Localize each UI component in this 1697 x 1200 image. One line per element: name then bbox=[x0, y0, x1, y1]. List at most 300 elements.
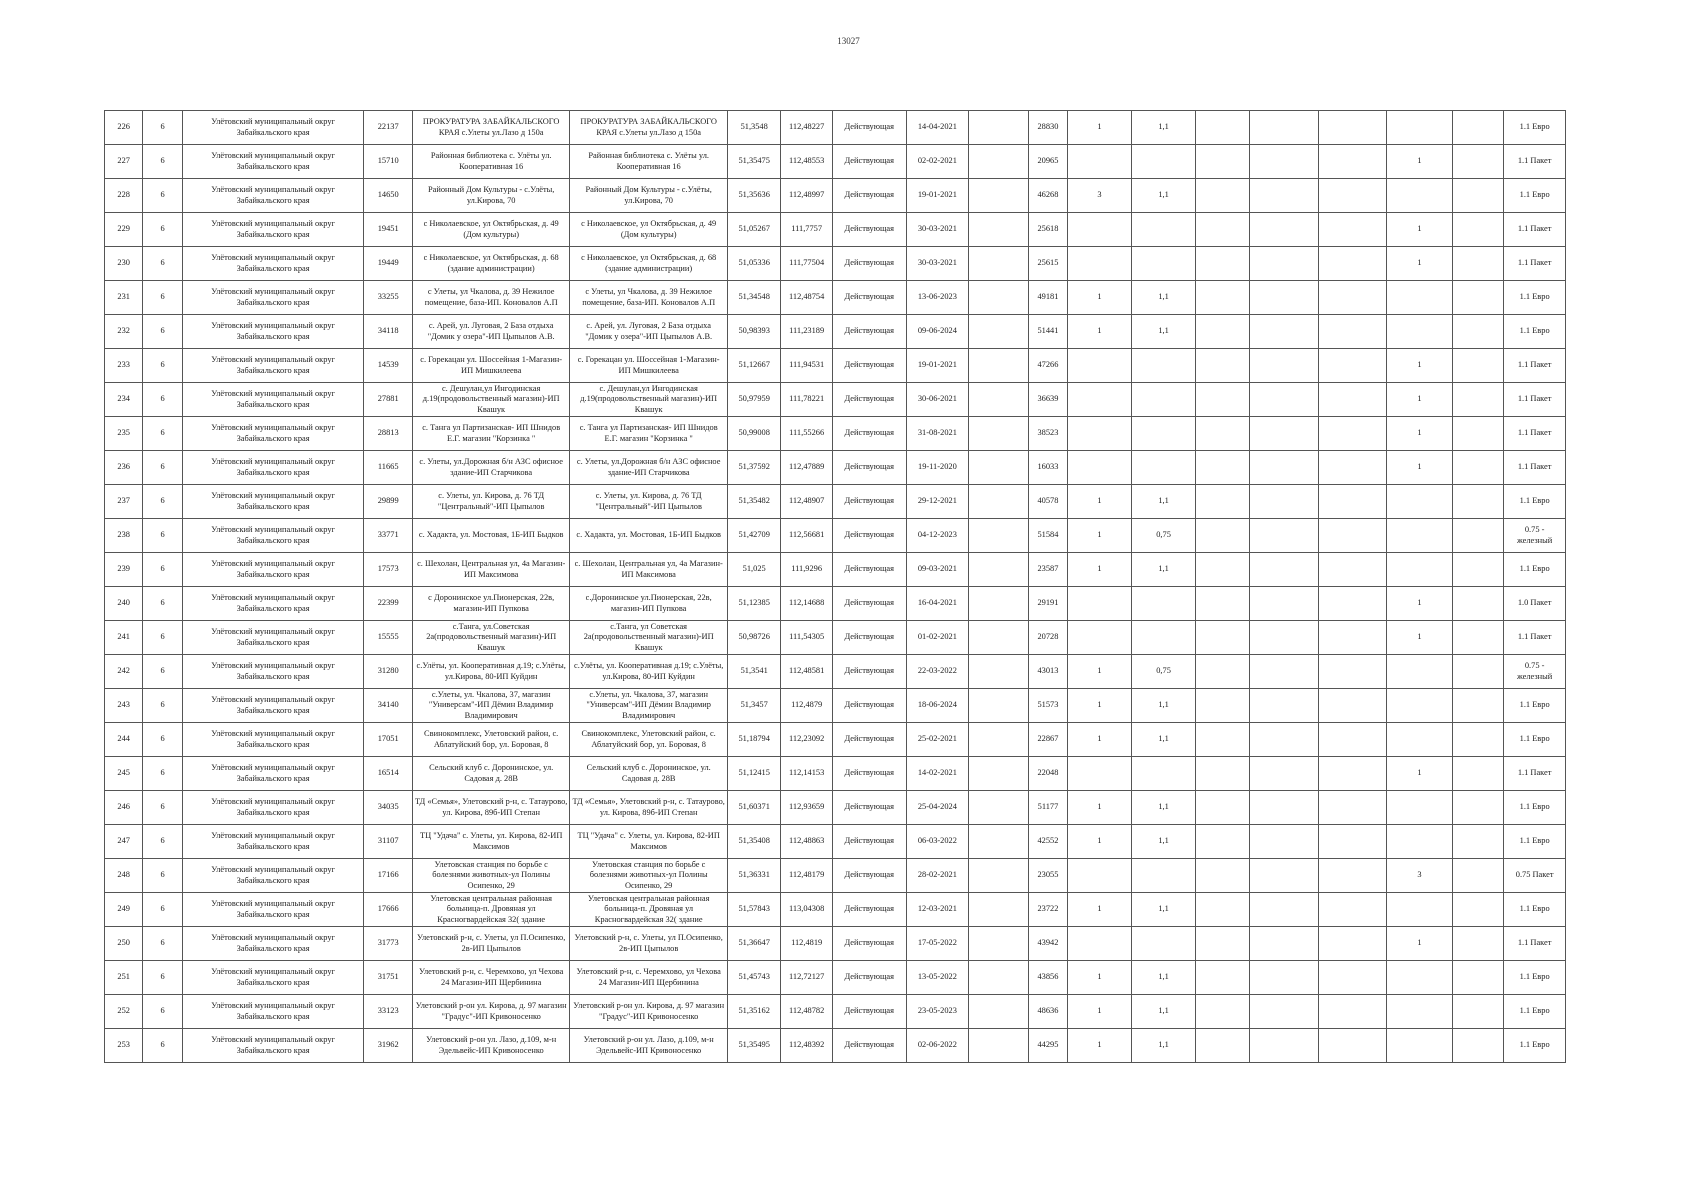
registry-code-cell: 51584 bbox=[1028, 519, 1067, 553]
empty-cell bbox=[1249, 757, 1318, 791]
empty-cell bbox=[1196, 485, 1250, 519]
address-cell: с. Танга ул Партизанская- ИП Шнидов Е.Г. магазин "Корзинка " bbox=[412, 417, 570, 451]
status-cell: Действующая bbox=[832, 995, 906, 1029]
date-cell: 06-03-2022 bbox=[906, 825, 969, 859]
status-cell: Действующая bbox=[832, 179, 906, 213]
date-cell: 13-05-2022 bbox=[906, 961, 969, 995]
source-address-cell: с Николаевское, ул Октябрьская, д. 49 (Дом культуры) bbox=[570, 213, 728, 247]
container-count-cell bbox=[1068, 349, 1132, 383]
container-volume-cell bbox=[1131, 383, 1196, 417]
container-type-cell: 1.1 Пакет bbox=[1504, 213, 1566, 247]
site-id-cell: 11665 bbox=[364, 451, 412, 485]
row-number-cell: 226 bbox=[105, 111, 143, 145]
region-code-cell: 6 bbox=[143, 349, 182, 383]
district-cell: Улётовский муниципальный округ Забайкальского края bbox=[182, 723, 364, 757]
site-id-cell: 19451 bbox=[364, 213, 412, 247]
longitude-cell: 112,14153 bbox=[781, 757, 832, 791]
address-cell: с.Танга, ул.Советская 2а(продовольственный магазин)-ИП Квашук bbox=[412, 621, 570, 655]
empty-cell bbox=[969, 247, 1029, 281]
registry-code-cell: 22867 bbox=[1028, 723, 1067, 757]
container-count-cell: 1 bbox=[1068, 961, 1132, 995]
container-volume-cell bbox=[1131, 451, 1196, 485]
empty-cell bbox=[969, 723, 1029, 757]
latitude-cell: 51,57843 bbox=[727, 893, 781, 927]
empty-cell bbox=[969, 553, 1029, 587]
latitude-cell: 51,025 bbox=[727, 553, 781, 587]
status-cell: Действующая bbox=[832, 213, 906, 247]
district-cell: Улётовский муниципальный округ Забайкальского края bbox=[182, 315, 364, 349]
empty-cell bbox=[1196, 621, 1250, 655]
latitude-cell: 51,45743 bbox=[727, 961, 781, 995]
empty-cell bbox=[1318, 621, 1387, 655]
site-id-cell: 17666 bbox=[364, 893, 412, 927]
bag-count-cell bbox=[1387, 315, 1453, 349]
container-volume-cell: 1,1 bbox=[1131, 1029, 1196, 1063]
empty-cell bbox=[1196, 417, 1250, 451]
address-cell: Улетовская центральная районная больница-п. Дровяная ул Красногвардейская 32( здание bbox=[412, 893, 570, 927]
status-cell: Действующая bbox=[832, 281, 906, 315]
empty-cell bbox=[1196, 723, 1250, 757]
longitude-cell: 112,48907 bbox=[781, 485, 832, 519]
longitude-cell: 111,54305 bbox=[781, 621, 832, 655]
source-address-cell: с.Танга, ул Советская 2а(продовольственный магазин)-ИП Квашук bbox=[570, 621, 728, 655]
container-type-cell: 1.1 Пакет bbox=[1504, 757, 1566, 791]
status-cell: Действующая bbox=[832, 655, 906, 689]
site-id-cell: 34140 bbox=[364, 689, 412, 723]
longitude-cell: 111,7757 bbox=[781, 213, 832, 247]
table-row bbox=[105, 1029, 1566, 1063]
region-code-cell: 6 bbox=[143, 519, 182, 553]
latitude-cell: 50,97959 bbox=[727, 383, 781, 417]
site-id-cell: 14539 bbox=[364, 349, 412, 383]
source-address-cell: Улетовский р-н, с. Черемхово, ул Чехова 24 Магазин-ИП Щербинина bbox=[570, 961, 728, 995]
container-type-cell: 1.1 Пакет bbox=[1504, 145, 1566, 179]
empty-cell bbox=[1318, 111, 1387, 145]
empty-cell bbox=[969, 621, 1029, 655]
site-id-cell: 17573 bbox=[364, 553, 412, 587]
empty-cell bbox=[1452, 859, 1503, 893]
row-number-cell: 235 bbox=[105, 417, 143, 451]
site-id-cell: 17051 bbox=[364, 723, 412, 757]
registry-code-cell: 47266 bbox=[1028, 349, 1067, 383]
container-volume-cell bbox=[1131, 859, 1196, 893]
container-count-cell: 3 bbox=[1068, 179, 1132, 213]
row-number-cell: 248 bbox=[105, 859, 143, 893]
address-cell: Улетовский р-он ул. Лазо, д.109, м-н Эдельвейс-ИП Кривоносенко bbox=[412, 1029, 570, 1063]
source-address-cell: Улетовский р-он ул. Лазо, д.109, м-н Эдельвейс-ИП Кривоносенко bbox=[570, 1029, 728, 1063]
address-cell: с. Шехолан, Центральная ул, 4а Магазин-ИП Максимова bbox=[412, 553, 570, 587]
date-cell: 01-02-2021 bbox=[906, 621, 969, 655]
longitude-cell: 112,4819 bbox=[781, 927, 832, 961]
bag-count-cell: 1 bbox=[1387, 927, 1453, 961]
address-cell: с Николаевское, ул Октябрьская, д. 49 (Дом культуры) bbox=[412, 213, 570, 247]
district-cell: Улётовский муниципальный округ Забайкальского края bbox=[182, 179, 364, 213]
empty-cell bbox=[1249, 587, 1318, 621]
table-row bbox=[105, 315, 1566, 349]
empty-cell bbox=[1196, 349, 1250, 383]
container-volume-cell: 0,75 bbox=[1131, 519, 1196, 553]
container-type-cell: 1.1 Евро bbox=[1504, 1029, 1566, 1063]
longitude-cell: 112,93659 bbox=[781, 791, 832, 825]
region-code-cell: 6 bbox=[143, 927, 182, 961]
latitude-cell: 51,37592 bbox=[727, 451, 781, 485]
empty-cell bbox=[969, 655, 1029, 689]
site-id-cell: 34035 bbox=[364, 791, 412, 825]
registry-code-cell: 16033 bbox=[1028, 451, 1067, 485]
address-cell: с. Дешулан,ул Ингодинская д.19(продовольственный магазин)-ИП Квашук bbox=[412, 383, 570, 417]
container-count-cell bbox=[1068, 213, 1132, 247]
empty-cell bbox=[1196, 111, 1250, 145]
latitude-cell: 51,35475 bbox=[727, 145, 781, 179]
district-cell: Улётовский муниципальный округ Забайкальского края bbox=[182, 995, 364, 1029]
status-cell: Действующая bbox=[832, 1029, 906, 1063]
empty-cell bbox=[969, 179, 1029, 213]
row-number-cell: 244 bbox=[105, 723, 143, 757]
address-cell: с Улеты, ул Чкалова, д. 39 Нежилое помещение, база-ИП. Коновалов А.П bbox=[412, 281, 570, 315]
empty-cell bbox=[1249, 349, 1318, 383]
region-code-cell: 6 bbox=[143, 247, 182, 281]
region-code-cell: 6 bbox=[143, 315, 182, 349]
empty-cell bbox=[1318, 791, 1387, 825]
region-code-cell: 6 bbox=[143, 723, 182, 757]
source-address-cell: с. Улеты, ул. Кирова, д. 76 ТД "Центральный"-ИП Цыпылов bbox=[570, 485, 728, 519]
empty-cell bbox=[969, 315, 1029, 349]
table-row bbox=[105, 417, 1566, 451]
empty-cell bbox=[1318, 689, 1387, 723]
container-type-cell: 1.1 Евро bbox=[1504, 111, 1566, 145]
empty-cell bbox=[1249, 689, 1318, 723]
empty-cell bbox=[1452, 621, 1503, 655]
district-cell: Улётовский муниципальный округ Забайкальского края bbox=[182, 587, 364, 621]
empty-cell bbox=[1452, 315, 1503, 349]
latitude-cell: 51,3541 bbox=[727, 655, 781, 689]
registry-code-cell: 23722 bbox=[1028, 893, 1067, 927]
container-type-cell: 1.1 Евро bbox=[1504, 553, 1566, 587]
registry-code-cell: 20728 bbox=[1028, 621, 1067, 655]
source-address-cell: Свинокомплекс, Улетовский район, с. Аблатуйский бор, ул. Боровая, 8 bbox=[570, 723, 728, 757]
registry-code-cell: 49181 bbox=[1028, 281, 1067, 315]
empty-cell bbox=[1249, 383, 1318, 417]
container-type-cell: 1.1 Евро bbox=[1504, 723, 1566, 757]
empty-cell bbox=[969, 587, 1029, 621]
row-number-cell: 252 bbox=[105, 995, 143, 1029]
container-type-cell: 1.1 Евро bbox=[1504, 689, 1566, 723]
status-cell: Действующая bbox=[832, 519, 906, 553]
container-volume-cell: 0,75 bbox=[1131, 655, 1196, 689]
table-row bbox=[105, 723, 1566, 757]
site-id-cell: 33771 bbox=[364, 519, 412, 553]
source-address-cell: с. Улеты, ул.Дорожная б/н АЗС офисное здание-ИП Старчикова bbox=[570, 451, 728, 485]
row-number-cell: 242 bbox=[105, 655, 143, 689]
bag-count-cell bbox=[1387, 1029, 1453, 1063]
date-cell: 30-06-2021 bbox=[906, 383, 969, 417]
site-id-cell: 22137 bbox=[364, 111, 412, 145]
longitude-cell: 111,23189 bbox=[781, 315, 832, 349]
bag-count-cell: 1 bbox=[1387, 349, 1453, 383]
bag-count-cell bbox=[1387, 553, 1453, 587]
date-cell: 23-05-2023 bbox=[906, 995, 969, 1029]
empty-cell bbox=[1318, 145, 1387, 179]
site-id-cell: 31107 bbox=[364, 825, 412, 859]
longitude-cell: 112,48553 bbox=[781, 145, 832, 179]
longitude-cell: 112,48997 bbox=[781, 179, 832, 213]
longitude-cell: 111,9296 bbox=[781, 553, 832, 587]
row-number-cell: 240 bbox=[105, 587, 143, 621]
bag-count-cell: 1 bbox=[1387, 587, 1453, 621]
empty-cell bbox=[1318, 893, 1387, 927]
empty-cell bbox=[1196, 519, 1250, 553]
table-row bbox=[105, 995, 1566, 1029]
date-cell: 13-06-2023 bbox=[906, 281, 969, 315]
empty-cell bbox=[1249, 655, 1318, 689]
empty-cell bbox=[1196, 689, 1250, 723]
row-number-cell: 243 bbox=[105, 689, 143, 723]
site-id-cell: 31773 bbox=[364, 927, 412, 961]
address-cell: ПРОКУРАТУРА ЗАБАЙКАЛЬСКОГО КРАЯ с.Улеты ул.Лазо д 150а bbox=[412, 111, 570, 145]
table-row bbox=[105, 145, 1566, 179]
empty-cell bbox=[969, 383, 1029, 417]
district-cell: Улётовский муниципальный округ Забайкальского края bbox=[182, 1029, 364, 1063]
container-type-cell: 1.1 Евро bbox=[1504, 315, 1566, 349]
container-count-cell bbox=[1068, 451, 1132, 485]
container-count-cell: 1 bbox=[1068, 995, 1132, 1029]
empty-cell bbox=[1318, 213, 1387, 247]
status-cell: Действующая bbox=[832, 859, 906, 893]
container-volume-cell bbox=[1131, 417, 1196, 451]
source-address-cell: с.Улеты, ул. Чкалова, 37, магазин "Универсам"-ИП Дёмин Владимир Владимирович bbox=[570, 689, 728, 723]
region-code-cell: 6 bbox=[143, 281, 182, 315]
bag-count-cell bbox=[1387, 179, 1453, 213]
site-id-cell: 33123 bbox=[364, 995, 412, 1029]
longitude-cell: 112,48782 bbox=[781, 995, 832, 1029]
empty-cell bbox=[1196, 383, 1250, 417]
district-cell: Улётовский муниципальный округ Забайкальского края bbox=[182, 111, 364, 145]
row-number-cell: 233 bbox=[105, 349, 143, 383]
bag-count-cell: 1 bbox=[1387, 417, 1453, 451]
bag-count-cell bbox=[1387, 995, 1453, 1029]
empty-cell bbox=[1318, 349, 1387, 383]
region-code-cell: 6 bbox=[143, 111, 182, 145]
empty-cell bbox=[1249, 791, 1318, 825]
empty-cell bbox=[1249, 213, 1318, 247]
latitude-cell: 50,99008 bbox=[727, 417, 781, 451]
bag-count-cell: 1 bbox=[1387, 145, 1453, 179]
container-volume-cell bbox=[1131, 757, 1196, 791]
page-number: 13027 bbox=[837, 36, 860, 46]
empty-cell bbox=[1318, 519, 1387, 553]
region-code-cell: 6 bbox=[143, 621, 182, 655]
empty-cell bbox=[1318, 485, 1387, 519]
bag-count-cell bbox=[1387, 723, 1453, 757]
empty-cell bbox=[1249, 723, 1318, 757]
status-cell: Действующая bbox=[832, 349, 906, 383]
region-code-cell: 6 bbox=[143, 791, 182, 825]
status-cell: Действующая bbox=[832, 825, 906, 859]
empty-cell bbox=[1249, 927, 1318, 961]
container-type-cell: 1.1 Евро bbox=[1504, 961, 1566, 995]
empty-cell bbox=[1452, 145, 1503, 179]
empty-cell bbox=[1196, 927, 1250, 961]
region-code-cell: 6 bbox=[143, 961, 182, 995]
registry-code-cell: 51573 bbox=[1028, 689, 1067, 723]
registry-code-cell: 43856 bbox=[1028, 961, 1067, 995]
site-id-cell: 15710 bbox=[364, 145, 412, 179]
container-volume-cell bbox=[1131, 587, 1196, 621]
container-type-cell: 0.75 - железный bbox=[1504, 655, 1566, 689]
empty-cell bbox=[969, 451, 1029, 485]
date-cell: 12-03-2021 bbox=[906, 893, 969, 927]
row-number-cell: 238 bbox=[105, 519, 143, 553]
registry-code-cell: 46268 bbox=[1028, 179, 1067, 213]
empty-cell bbox=[1249, 315, 1318, 349]
status-cell: Действующая bbox=[832, 485, 906, 519]
empty-cell bbox=[1318, 553, 1387, 587]
source-address-cell: с Улеты, ул Чкалова, д. 39 Нежилое помещение, база-ИП. Коновалов А.П bbox=[570, 281, 728, 315]
registry-code-cell: 23587 bbox=[1028, 553, 1067, 587]
empty-cell bbox=[1318, 179, 1387, 213]
empty-cell bbox=[1196, 281, 1250, 315]
registry-code-cell: 22048 bbox=[1028, 757, 1067, 791]
empty-cell bbox=[1249, 417, 1318, 451]
address-cell: Улетовский р-н, с. Улеты, ул П.Осипенко, 2в-ИП Цыпылов bbox=[412, 927, 570, 961]
date-cell: 09-03-2021 bbox=[906, 553, 969, 587]
region-code-cell: 6 bbox=[143, 145, 182, 179]
empty-cell bbox=[1452, 757, 1503, 791]
district-cell: Улётовский муниципальный округ Забайкальского края bbox=[182, 961, 364, 995]
bag-count-cell bbox=[1387, 825, 1453, 859]
empty-cell bbox=[1196, 655, 1250, 689]
latitude-cell: 51,12667 bbox=[727, 349, 781, 383]
longitude-cell: 111,77504 bbox=[781, 247, 832, 281]
district-cell: Улётовский муниципальный округ Забайкальского края bbox=[182, 927, 364, 961]
source-address-cell: ТД «Семья», Улетовский р-н, с. Татаурово, ул. Кирова, 89б-ИП Степан bbox=[570, 791, 728, 825]
longitude-cell: 113,04308 bbox=[781, 893, 832, 927]
container-volume-cell: 1,1 bbox=[1131, 723, 1196, 757]
table-row bbox=[105, 859, 1566, 893]
table-row bbox=[105, 825, 1566, 859]
table-row bbox=[105, 281, 1566, 315]
container-volume-cell bbox=[1131, 247, 1196, 281]
container-type-cell: 1.1 Пакет bbox=[1504, 247, 1566, 281]
longitude-cell: 112,72127 bbox=[781, 961, 832, 995]
bag-count-cell bbox=[1387, 111, 1453, 145]
district-cell: Улётовский муниципальный округ Забайкальского края bbox=[182, 383, 364, 417]
status-cell: Действующая bbox=[832, 111, 906, 145]
row-number-cell: 230 bbox=[105, 247, 143, 281]
empty-cell bbox=[1318, 1029, 1387, 1063]
empty-cell bbox=[969, 893, 1029, 927]
district-cell: Улётовский муниципальный округ Забайкальского края bbox=[182, 145, 364, 179]
latitude-cell: 51,35482 bbox=[727, 485, 781, 519]
empty-cell bbox=[1196, 145, 1250, 179]
site-id-cell: 31280 bbox=[364, 655, 412, 689]
registry-code-cell: 23055 bbox=[1028, 859, 1067, 893]
container-type-cell: 1.1 Евро bbox=[1504, 791, 1566, 825]
table-row bbox=[105, 383, 1566, 417]
empty-cell bbox=[1452, 791, 1503, 825]
container-count-cell bbox=[1068, 145, 1132, 179]
empty-cell bbox=[1249, 825, 1318, 859]
latitude-cell: 51,12385 bbox=[727, 587, 781, 621]
empty-cell bbox=[969, 961, 1029, 995]
status-cell: Действующая bbox=[832, 587, 906, 621]
region-code-cell: 6 bbox=[143, 213, 182, 247]
table-row bbox=[105, 349, 1566, 383]
empty-cell bbox=[1452, 1029, 1503, 1063]
table-row bbox=[105, 791, 1566, 825]
latitude-cell: 51,3548 bbox=[727, 111, 781, 145]
empty-cell bbox=[1196, 315, 1250, 349]
container-count-cell bbox=[1068, 247, 1132, 281]
longitude-cell: 111,55266 bbox=[781, 417, 832, 451]
empty-cell bbox=[1452, 723, 1503, 757]
table-row bbox=[105, 621, 1566, 655]
container-count-cell bbox=[1068, 621, 1132, 655]
region-code-cell: 6 bbox=[143, 451, 182, 485]
region-code-cell: 6 bbox=[143, 757, 182, 791]
table-row bbox=[105, 485, 1566, 519]
bag-count-cell bbox=[1387, 689, 1453, 723]
table-row bbox=[105, 689, 1566, 723]
empty-cell bbox=[1452, 587, 1503, 621]
site-id-cell: 31962 bbox=[364, 1029, 412, 1063]
row-number-cell: 232 bbox=[105, 315, 143, 349]
empty-cell bbox=[1452, 519, 1503, 553]
container-count-cell: 1 bbox=[1068, 281, 1132, 315]
source-address-cell: Улетовский р-н, с. Улеты, ул П.Осипенко, 2в-ИП Цыпылов bbox=[570, 927, 728, 961]
empty-cell bbox=[969, 757, 1029, 791]
region-code-cell: 6 bbox=[143, 179, 182, 213]
container-count-cell: 1 bbox=[1068, 825, 1132, 859]
address-cell: Свинокомплекс, Улетовский район, с. Аблатуйский бор, ул. Боровая, 8 bbox=[412, 723, 570, 757]
container-type-cell: 1.1 Пакет bbox=[1504, 417, 1566, 451]
status-cell: Действующая bbox=[832, 417, 906, 451]
empty-cell bbox=[1318, 757, 1387, 791]
latitude-cell: 51,42709 bbox=[727, 519, 781, 553]
table-row bbox=[105, 451, 1566, 485]
empty-cell bbox=[1249, 893, 1318, 927]
container-volume-cell: 1,1 bbox=[1131, 791, 1196, 825]
source-address-cell: с. Горекацан ул. Шоссейная 1-Магазин-ИП Мишкилеева bbox=[570, 349, 728, 383]
date-cell: 30-03-2021 bbox=[906, 247, 969, 281]
empty-cell bbox=[1249, 859, 1318, 893]
empty-cell bbox=[1249, 111, 1318, 145]
container-type-cell: 1.0 Пакет bbox=[1504, 587, 1566, 621]
empty-cell bbox=[1452, 553, 1503, 587]
date-cell: 22-03-2022 bbox=[906, 655, 969, 689]
empty-cell bbox=[969, 485, 1029, 519]
empty-cell bbox=[969, 927, 1029, 961]
registry-code-cell: 36639 bbox=[1028, 383, 1067, 417]
row-number-cell: 234 bbox=[105, 383, 143, 417]
district-cell: Улётовский муниципальный округ Забайкальского края bbox=[182, 825, 364, 859]
status-cell: Действующая bbox=[832, 689, 906, 723]
region-code-cell: 6 bbox=[143, 655, 182, 689]
empty-cell bbox=[969, 519, 1029, 553]
site-id-cell: 14650 bbox=[364, 179, 412, 213]
address-cell: Улетовский р-он ул. Кирова, д. 97 магазин "Градус"-ИП Кривоносенко bbox=[412, 995, 570, 1029]
source-address-cell: с. Танга ул Партизанская- ИП Шнидов Е.Г. магазин "Корзинка " bbox=[570, 417, 728, 451]
latitude-cell: 51,05267 bbox=[727, 213, 781, 247]
address-cell: с Доронинское ул.Пионерская, 22в, магазин-ИП Пупкова bbox=[412, 587, 570, 621]
container-count-cell bbox=[1068, 587, 1132, 621]
empty-cell bbox=[969, 281, 1029, 315]
registry-code-cell: 25618 bbox=[1028, 213, 1067, 247]
table-row bbox=[105, 213, 1566, 247]
row-number-cell: 250 bbox=[105, 927, 143, 961]
container-count-cell bbox=[1068, 927, 1132, 961]
latitude-cell: 51,36647 bbox=[727, 927, 781, 961]
